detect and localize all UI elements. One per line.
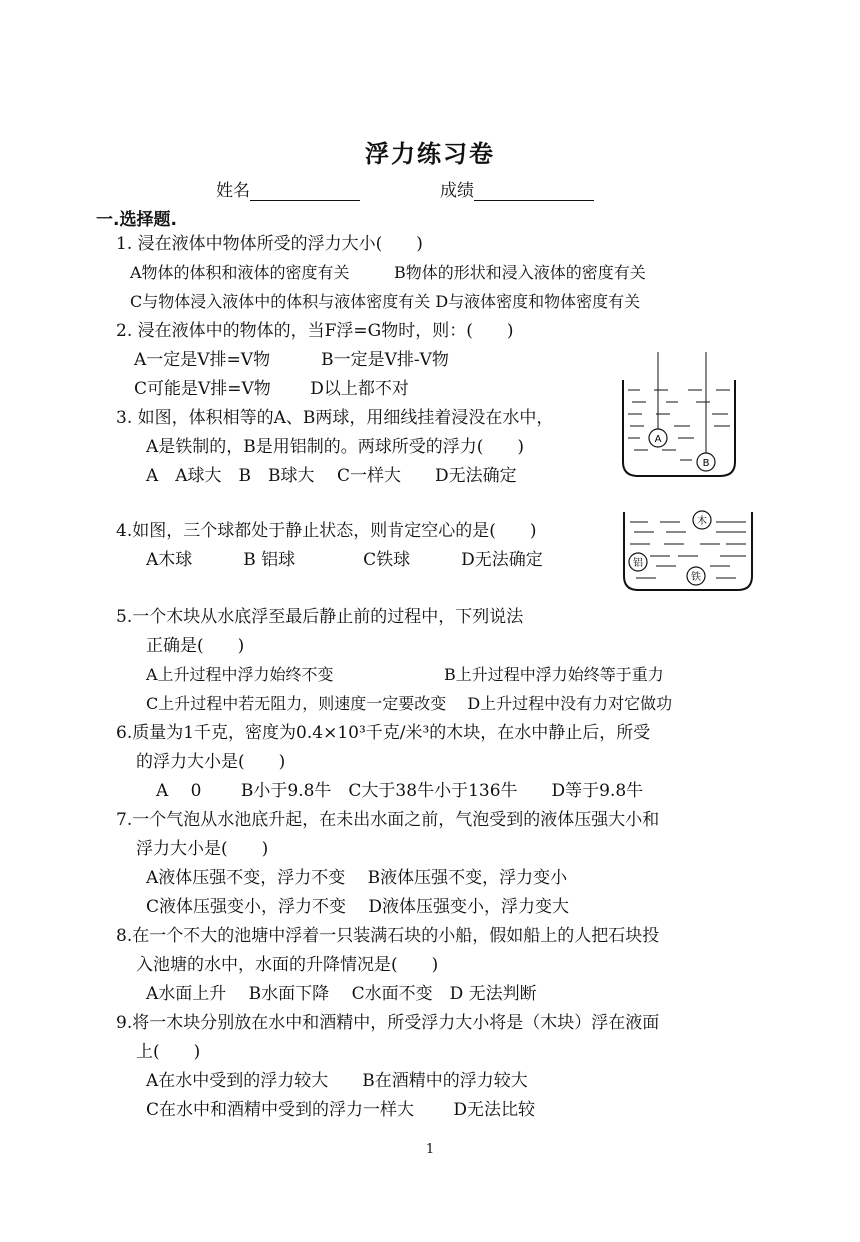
q6-options: A 0 B小于9.8牛 C大于38牛小于136牛 D等于9.8牛: [156, 781, 644, 801]
q1-option-b: B物体的形状和浸入液体的密度有关: [394, 263, 646, 282]
q9-options-ab: A在水中受到的浮力较大 B在酒精中的浮力较大: [146, 1071, 528, 1091]
ball-b-label: B: [702, 458, 710, 469]
q8-stem-line1: 8.在一个不大的池塘中浮着一只装满石块的小船，假如船上的人把石块投: [116, 926, 660, 946]
section-heading: 一.选择题.: [96, 210, 177, 230]
q5-stem-line1: 5.一个木块从水底浮至最后静止前的过程中，下列说法: [116, 607, 524, 627]
ball-a-label: A: [654, 434, 662, 445]
wood-ball-label: 木: [697, 516, 707, 527]
q6-stem-line2: 的浮力大小是( ): [136, 752, 286, 772]
iron-ball-label: 铁: [691, 572, 701, 583]
q5-options-cd: C上升过程中若无阻力，则速度一定要改变 D上升过程中没有力对它做功: [146, 694, 673, 713]
q4-options: A木球 B 铝球 C铁球 D无法确定: [146, 550, 543, 570]
water-lines: [630, 522, 746, 578]
q4-stem: 4.如图，三个球都处于静止状态，则肯定空心的是( ): [116, 521, 537, 541]
q1-options-cd: C与物体浸入液体中的体积与液体密度有关 D与液体密度和物体密度有关: [130, 292, 641, 311]
q2-options-ab: A一定是V排=V物 B一定是V排-V物: [134, 350, 449, 370]
q7-stem-line1: 7.一个气泡从水池底升起，在未出水面之前，气泡受到的液体压强大小和: [116, 810, 660, 830]
name-label: 姓名: [216, 181, 250, 201]
name-field: [216, 176, 360, 201]
q7-options-cd: C液体压强变小，浮力不变 D液体压强变小，浮力变大: [146, 897, 570, 917]
q1-option-a: A物体的体积和液体的密度有关: [130, 263, 350, 282]
page-number: 1: [425, 1142, 435, 1157]
q8-options: A水面上升 B水面下降 C水面不变 D 无法判断: [146, 984, 537, 1004]
score-field: [440, 176, 594, 201]
water-lines: [628, 390, 730, 460]
q9-options-cd: C在水中和酒精中受到的浮力一样大 D无法比较: [146, 1100, 536, 1120]
page-title: 浮力练习卷: [365, 140, 495, 168]
q5-stem-line2: 正确是( ): [146, 636, 245, 656]
q4-figure-beaker: [620, 508, 756, 594]
q3-stem-line2: A是铁制的，B是用铝制的。两球所受的浮力( ): [146, 437, 525, 457]
q1-stem: 1. 浸在液体中物体所受的浮力大小( ): [116, 234, 423, 254]
q2-stem: 2. 浸在液体中的物体的，当F浮=G物时，则：( ): [116, 321, 514, 341]
q5-option-b: B上升过程中浮力始终等于重力: [444, 665, 664, 684]
q3-stem-line1: 3. 如图，体积相等的A、B两球，用细线挂着浸没在水中，: [116, 408, 554, 428]
q2-options-cd: C可能是V排=V物 D以上都不对: [134, 379, 409, 399]
q6-stem-line1: 6.质量为1千克，密度为0.4×10³千克/米³的木块，在水中静止后，所受: [116, 723, 651, 743]
q3-options: A A球大 B B球大 C一样大 D无法确定: [146, 466, 517, 486]
q7-stem-line2: 浮力大小是( ): [136, 839, 269, 859]
q3-figure-beaker: [618, 350, 740, 482]
aluminum-ball-label: 铝: [633, 558, 643, 569]
q8-stem-line2: 入池塘的水中，水面的升降情况是( ): [136, 955, 439, 975]
score-blank[interactable]: [474, 182, 594, 201]
q7-options-ab: A液体压强不变，浮力不变 B液体压强不变，浮力变小: [146, 868, 568, 888]
q5-option-a: A上升过程中浮力始终不变: [146, 665, 334, 684]
q9-stem-line1: 9.将一木块分别放在水中和酒精中，所受浮力大小将是（木块）浮在液面: [116, 1013, 660, 1033]
beaker-outline: [623, 380, 735, 476]
q9-stem-line2: 上( ): [136, 1042, 201, 1062]
score-label: 成绩: [440, 181, 474, 201]
name-blank[interactable]: [250, 182, 360, 201]
